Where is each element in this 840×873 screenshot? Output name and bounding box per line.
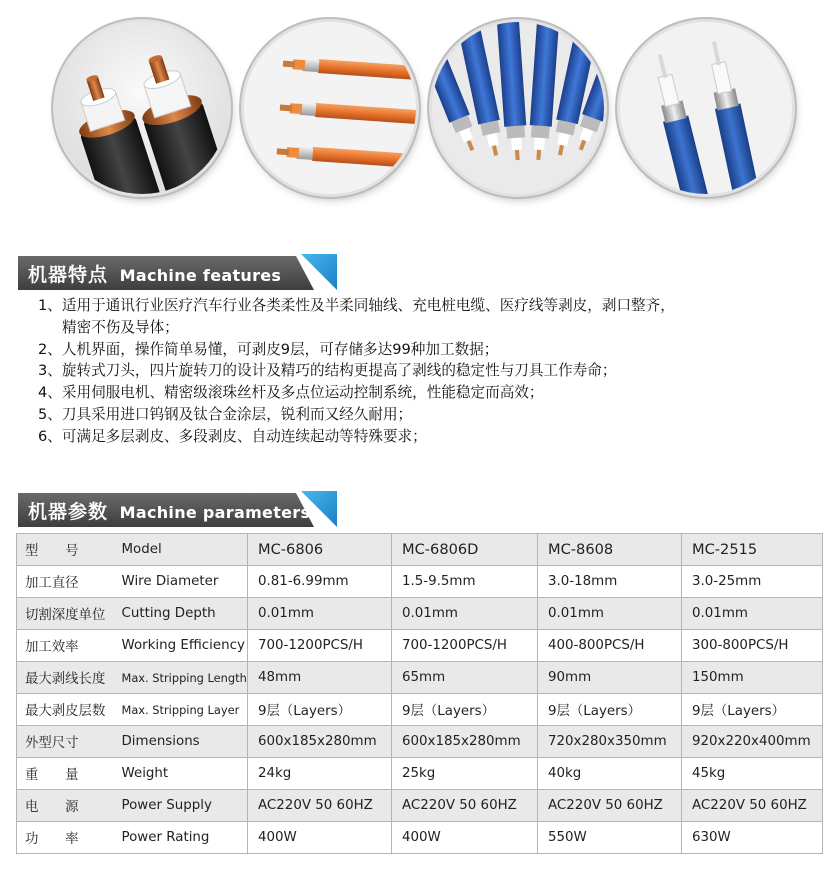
param-value: 0.01mm <box>248 598 392 630</box>
param-value: 40kg <box>538 758 682 790</box>
feature-item: 2、人机界面，操作简单易懂，可剥皮9层，可存储多达99种加工数据； <box>38 340 499 358</box>
param-value: 0.01mm <box>392 598 538 630</box>
table-row <box>17 694 823 726</box>
param-value: 550W <box>538 822 682 854</box>
feature-item: 5、刀具采用进口钨钢及钛合金涂层，锐利而又经久耐用； <box>38 405 413 423</box>
param-label-cn: 重 量 <box>17 758 120 790</box>
param-value: 720x280x350mm <box>538 726 682 758</box>
param-label-en: Model <box>120 534 248 566</box>
param-value: 48mm <box>248 662 392 694</box>
param-value: 400W <box>392 822 538 854</box>
param-label-cn: 功 率 <box>17 822 120 854</box>
parameters-title-en: Machine parameters <box>119 503 311 522</box>
param-label-en: Dimensions <box>120 726 248 758</box>
table-row <box>17 758 823 790</box>
param-label-cn: 切割深度单位 <box>17 598 120 630</box>
orange-cables-illustration <box>244 22 416 194</box>
param-value: 0.01mm <box>682 598 823 630</box>
param-value: MC-6806 <box>248 534 392 566</box>
param-value: 700-1200PCS/H <box>392 630 538 662</box>
blue-coaxial-cables-photo <box>620 22 792 194</box>
table-row <box>17 630 823 662</box>
table-row <box>17 566 823 598</box>
param-value: 400-800PCS/H <box>538 630 682 662</box>
param-label-en: Power Rating <box>120 822 248 854</box>
param-value: AC220V 50 60HZ <box>682 790 823 822</box>
param-value: 9层（Layers） <box>248 694 392 726</box>
param-label-cn: 加工效率 <box>17 630 120 662</box>
param-value: 65mm <box>392 662 538 694</box>
parameters-table <box>16 533 823 854</box>
table-row <box>17 598 823 630</box>
param-label-en: Power Supply <box>120 790 248 822</box>
param-label-en: Working Efficiency <box>120 630 248 662</box>
param-value: 9层（Layers） <box>682 694 823 726</box>
features-section-header <box>18 254 338 292</box>
param-value: 150mm <box>682 662 823 694</box>
feature-list <box>38 295 828 448</box>
blue-bundle-illustration <box>432 22 604 194</box>
blue-cables-bundle-photo <box>432 22 604 194</box>
feature-item-continuation: 精密不伤及导体； <box>62 318 179 336</box>
param-label-cn: 外型尺寸 <box>17 726 120 758</box>
param-value: AC220V 50 60HZ <box>392 790 538 822</box>
param-value: 24kg <box>248 758 392 790</box>
feature-item: 1、适用于通讯行业医疗汽车行业各类柔性及半柔同轴线、充电桩电缆、医疗线等剥皮，剥口整齐， <box>38 297 675 314</box>
param-value: 45kg <box>682 758 823 790</box>
param-value: AC220V 50 60HZ <box>248 790 392 822</box>
parameters-title <box>28 497 310 524</box>
param-value: 630W <box>682 822 823 854</box>
param-value: 700-1200PCS/H <box>248 630 392 662</box>
param-value: 600x185x280mm <box>248 726 392 758</box>
param-value: 3.0-18mm <box>538 566 682 598</box>
param-value: 9层（Layers） <box>392 694 538 726</box>
param-label-cn: 最大剥线长度 <box>17 662 120 694</box>
param-value: 25kg <box>392 758 538 790</box>
orange-cables-photo <box>244 22 416 194</box>
param-label-cn: 电 源 <box>17 790 120 822</box>
thick-coaxial-cables-photo <box>56 22 228 194</box>
param-label-cn: 型 号 <box>17 534 120 566</box>
param-label-cn: 加工直径 <box>17 566 120 598</box>
param-value: MC-8608 <box>538 534 682 566</box>
blue-coax-illustration <box>620 22 792 194</box>
param-value: 9层（Layers） <box>538 694 682 726</box>
param-label-en: Cutting Depth <box>120 598 248 630</box>
param-value: MC-6806D <box>392 534 538 566</box>
param-value: 920x220x400mm <box>682 726 823 758</box>
param-value: AC220V 50 60HZ <box>538 790 682 822</box>
param-value: 300-800PCS/H <box>682 630 823 662</box>
parameters-title-cn: 机器参数 <box>28 501 109 523</box>
feature-item: 6、可满足多层剥皮、多段剥皮、自动连续起动等特殊要求； <box>38 427 427 445</box>
feature-item: 4、采用伺服电机、精密级滚珠丝杆及多点位运动控制系统，性能稳定而高效； <box>38 384 544 402</box>
table-row <box>17 726 823 758</box>
param-value: 1.5-9.5mm <box>392 566 538 598</box>
param-value: 0.01mm <box>538 598 682 630</box>
table-row <box>17 822 823 854</box>
param-label-en: Weight <box>120 758 248 790</box>
features-title-cn: 机器特点 <box>28 264 109 286</box>
features-title <box>28 260 281 287</box>
table-row <box>17 534 823 566</box>
param-value: 400W <box>248 822 392 854</box>
features-title-en: Machine features <box>119 266 282 285</box>
parameters-section-header <box>18 491 338 529</box>
param-value: 90mm <box>538 662 682 694</box>
param-value: MC-2515 <box>682 534 823 566</box>
param-value: 3.0-25mm <box>682 566 823 598</box>
product-photo-row <box>0 0 840 215</box>
param-label-en: Max. Stripping Layer <box>120 694 248 726</box>
param-label-en: Wire Diameter <box>120 566 248 598</box>
table-row <box>17 790 823 822</box>
feature-item: 3、旋转式刀头，四片旋转刀的设计及精巧的结构更提高了剥线的稳定性与刀具工作寿命； <box>38 362 617 380</box>
thick-coax-illustration <box>56 22 228 194</box>
table-row <box>17 662 823 694</box>
param-label-cn: 最大剥皮层数 <box>17 694 120 726</box>
param-label-en: Max. Stripping Length <box>120 662 248 694</box>
param-value: 0.81-6.99mm <box>248 566 392 598</box>
param-value: 600x185x280mm <box>392 726 538 758</box>
